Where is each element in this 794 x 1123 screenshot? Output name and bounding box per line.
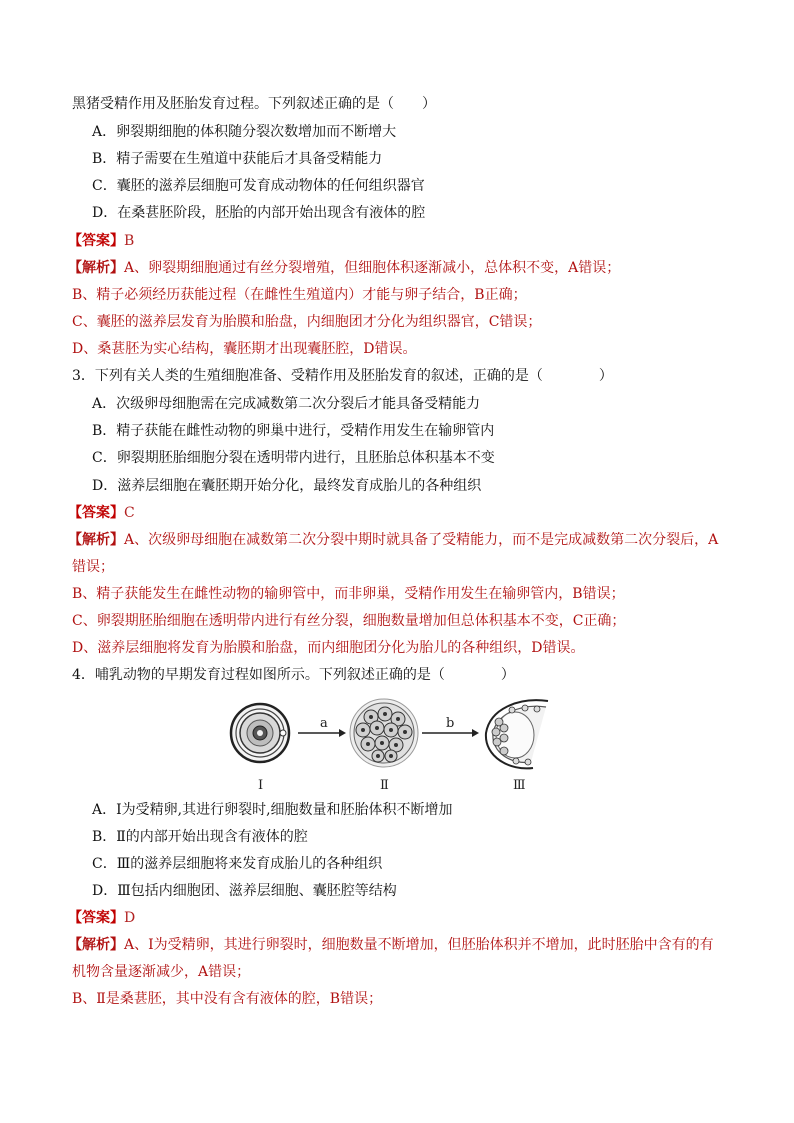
stage-1-label: Ⅰ bbox=[258, 778, 264, 793]
answer-label: 【答案】 bbox=[68, 505, 124, 521]
arrow-a-label: a bbox=[320, 716, 328, 731]
q3-explanation-c: C、卵裂期胚胎细胞在透明带内进行有丝分裂，细胞数量增加但总体积基本不变，C正确； bbox=[72, 613, 626, 629]
q3-explanation-d: D、滋养层细胞将发育为胎膜和胎盘，而内细胞团分化为胎儿的各种组织，D错误。 bbox=[72, 640, 585, 656]
q4-explanation-b: B、Ⅱ是桑葚胚，其中没有含有液体的腔，B错误； bbox=[72, 991, 383, 1007]
q4-option-a: A．Ⅰ为受精卵,其进行卵裂时,细胞数量和胚胎体积不断增加 bbox=[92, 802, 453, 818]
explanation-text: A、Ⅰ为受精卵，其进行卵裂时，细胞数量不断增加，但胚胎体积并不增加，此时胚胎中含有的有 bbox=[124, 937, 714, 953]
q4-answer-line bbox=[68, 908, 135, 928]
q3-answer-line bbox=[68, 503, 135, 523]
stage-3-label: Ⅲ bbox=[513, 778, 526, 793]
blastocyst-drawing bbox=[486, 700, 548, 768]
explanation-d: D、桑葚胚为实心结构，囊胚期才出现囊胚腔，D错误。 bbox=[72, 341, 417, 357]
q3-explanation-line bbox=[68, 530, 718, 550]
q3-option-c: C．卵裂期胚胎细胞分裂在透明带内进行，且胚胎总体积基本不变 bbox=[92, 450, 495, 466]
question-4: 4．哺乳动物的早期发育过程如图所示。下列叙述正确的是（ ） bbox=[72, 667, 515, 683]
q3-option-a: A．次级卵母细胞需在完成减数第二次分裂后才能具备受精能力 bbox=[92, 396, 481, 412]
explanation-c: C、囊胚的滋养层发育为胎膜和胎盘，内细胞团才分化为组织器官，C错误； bbox=[72, 314, 542, 330]
q3-option-d: D．滋养层细胞在囊胚期开始分化，最终发育成胎儿的各种组织 bbox=[92, 478, 482, 494]
explanation-label: 【解析】 bbox=[68, 260, 124, 276]
explanation-label: 【解析】 bbox=[68, 532, 124, 548]
explanation-line bbox=[68, 258, 620, 278]
q4-option-d: D．Ⅲ包括内细胞团、滋养层细胞、囊胚腔等结构 bbox=[92, 883, 397, 899]
answer-value: D bbox=[124, 910, 136, 926]
answer-label: 【答案】 bbox=[68, 910, 124, 926]
option-d: D．在桑葚胚阶段，胚胎的内部开始出现含有液体的腔 bbox=[92, 205, 426, 221]
question-stem-continued: 黑猪受精作用及胚胎发育过程。下列叙述正确的是（ ） bbox=[72, 96, 436, 112]
option-c: C．囊胚的滋养层细胞可发育成动物体的任何组织器官 bbox=[92, 178, 425, 194]
answer-value: C bbox=[124, 505, 135, 521]
option-b: B．精子需要在生殖道中获能后才具备受精能力 bbox=[92, 151, 383, 167]
morula-drawing bbox=[350, 699, 418, 767]
answer-line bbox=[68, 231, 134, 251]
q3-option-b: B．精子获能在雌性动物的卵巢中进行，受精作用发生在输卵管内 bbox=[92, 423, 495, 439]
answer-value: B bbox=[124, 233, 135, 249]
fertilized-egg-drawing bbox=[231, 704, 289, 762]
explanation-b: B、精子必须经历获能过程（在雌性生殖道内）才能与卵子结合，B正确； bbox=[72, 287, 527, 303]
q3-explanation-b: B、精子获能发生在雌性动物的输卵管中，而非卵巢，受精作用发生在输卵管内，B错误； bbox=[72, 586, 625, 602]
answer-label: 【答案】 bbox=[68, 233, 124, 249]
q3-explanation-cont: 错误； bbox=[72, 559, 114, 575]
arrow-b-label: b bbox=[446, 716, 455, 731]
question-3: 3．下列有关人类的生殖细胞准备、受精作用及胚胎发育的叙述，正确的是（ ） bbox=[72, 368, 613, 384]
embryo-development-figure bbox=[228, 695, 568, 795]
q4-explanation-line bbox=[68, 935, 714, 955]
q4-option-b: B．Ⅱ的内部开始出现含有液体的腔 bbox=[92, 829, 308, 845]
q4-option-c: C．Ⅲ的滋养层细胞将来发育成胎儿的各种组织 bbox=[92, 856, 383, 872]
explanation-text: A、卵裂期细胞通过有丝分裂增殖，但细胞体积逐渐减小，总体积不变，A错误； bbox=[124, 260, 621, 276]
stage-2-label: Ⅱ bbox=[380, 778, 389, 793]
q4-explanation-cont: 机物含量逐渐减少，A错误； bbox=[72, 964, 251, 980]
option-a: A．卵裂期细胞的体积随分裂次数增加而不断增大 bbox=[92, 124, 397, 140]
explanation-label: 【解析】 bbox=[68, 937, 124, 953]
explanation-text: A、次级卵母细胞在减数第二次分裂中期时就具备了受精能力，而不是完成减数第二次分裂后，A bbox=[124, 532, 719, 548]
